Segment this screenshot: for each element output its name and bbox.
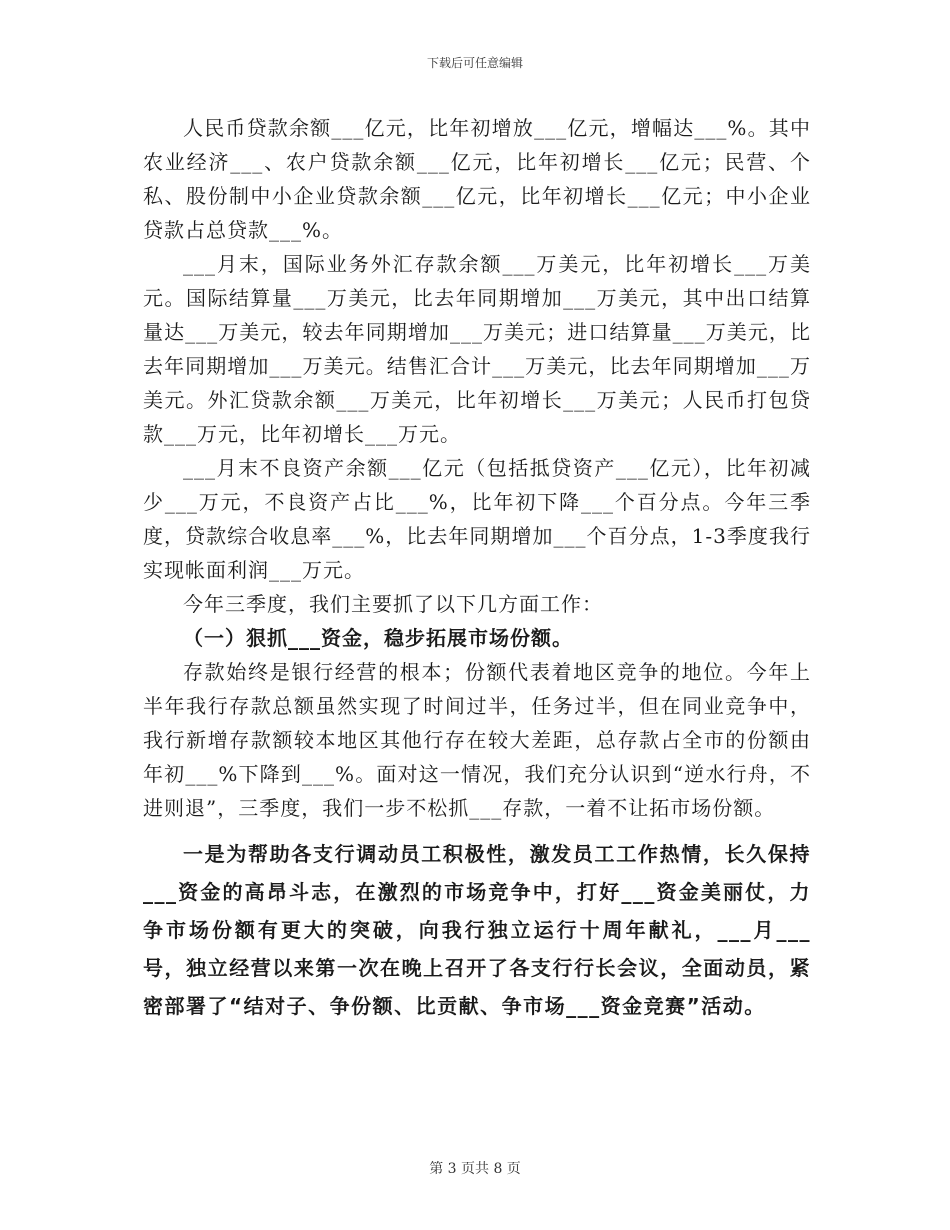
paragraph-rmb-loans: 人民币贷款余额___亿元，比年初增放___亿元，增幅达___%。其中农业经济___、农户贷款余额___亿元，比年初增长___亿元；民营、个私、股份制中小企业贷款余额___亿元，比年初增长___亿元；中小企业贷款占总贷款___%。	[143, 116, 811, 242]
page-header: 下载后可任意编辑	[426, 56, 523, 70]
section-heading: （一）狠抓___资金，稳步拓展市场份额。	[183, 626, 573, 650]
paragraph-deposits: 存款始终是银行经营的根本；份额代表着地区竞争的地位。今年上半年我行存款总额虽然实现了时间过半，任务过半，但在同业竞争中，我行新增存款额较本地区其他行存在较大差距，总存款占全市的份额由年初___%下降到___%。面对这一情况，我们充分认识到“逆水行舟，不进则退”，三季度，我们一步不松抓___存款，一着不让拓市场份额。	[143, 660, 811, 820]
paragraph-first-measure: 一是为帮助各支行调动员工积极性，激发员工工作热情，长久保持___资金的高昂斗志，在激烈的市场竞争中，打好___资金美丽仗，力争市场份额有更大的突破，向我行独立运行十周年献礼，___月___号，独立经营以来第一次在晚上召开了各支行行长会议，全面动员，紧密部署了“结对子、争份额、比贡献、争市场___资金竞赛”活动。	[143, 842, 811, 1018]
paragraph-non-performing-assets: ___月末不良资产余额___亿元（包括抵贷资产___亿元），比年初减少___万元，不良资产占比___%，比年初下降___个百分点。今年三季度，贷款综合收息率___%，比去年同期增加___个百分点，1-3季度我行实现帐面利润___万元。	[143, 456, 811, 582]
paragraph-work-intro: 今年三季度，我们主要抓了以下几方面工作：	[183, 592, 603, 616]
page-footer: 第 3 页共 8 页	[429, 1161, 521, 1177]
paragraph-international-business: ___月末，国际业务外汇存款余额___万美元，比年初增长___万美元。国际结算量___万美元，比去年同期增加___万美元，其中出口结算量达___万美元，较去年同期增加___万美元；进口结算量___万美元，比去年同期增加___万美元。结售汇合计___万美元，比去年同期增加___万美元。外汇贷款余额___万美元，比年初增长___万美元；人民币打包贷款___万元，比年初增长___万元。	[143, 252, 811, 446]
document-body	[143, 111, 811, 1025]
